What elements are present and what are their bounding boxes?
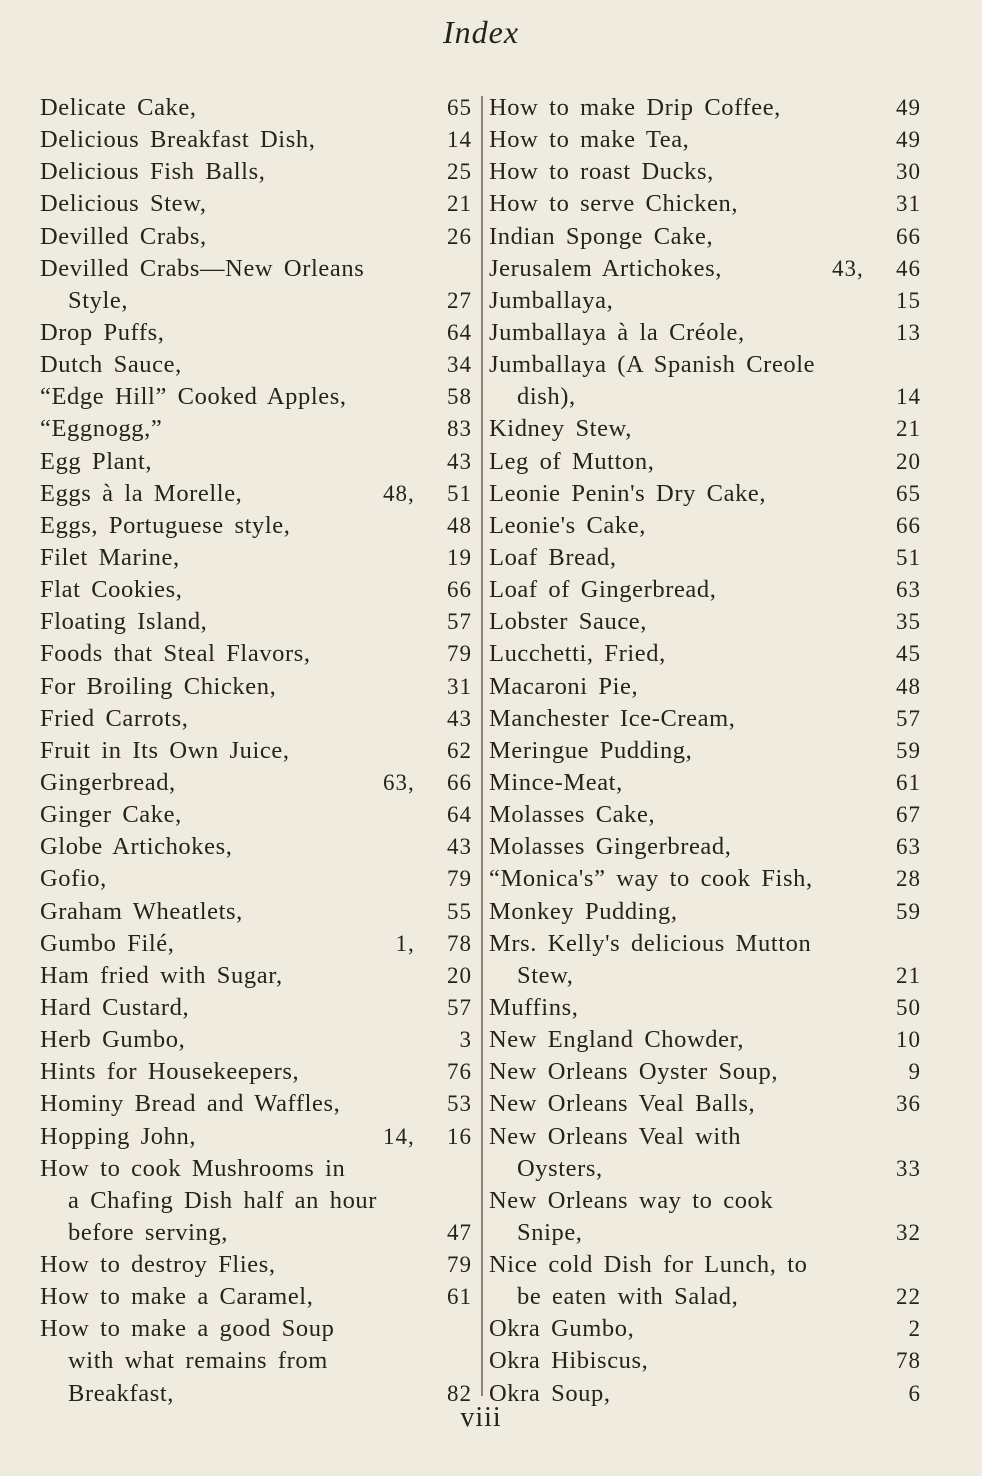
index-entry-text: Okra Soup, bbox=[489, 1379, 611, 1407]
index-entry-text: dish), bbox=[517, 383, 576, 411]
index-entry-pages: 58 bbox=[447, 384, 472, 410]
index-entry-text: How to make a Caramel, bbox=[40, 1283, 314, 1311]
index-entry-text: Filet Marine, bbox=[40, 543, 180, 571]
index-entry-text: New England Chowder, bbox=[489, 1026, 745, 1054]
index-entry-text: a Chafing Dish half an hour bbox=[68, 1186, 378, 1214]
index-entry bbox=[40, 799, 472, 831]
index-entry-text: Jerusalem Artichokes, bbox=[489, 254, 722, 282]
index-entry bbox=[489, 574, 921, 606]
index-entry bbox=[489, 285, 921, 317]
index-entry bbox=[40, 928, 472, 960]
index-entry-text: Delicious Fish Balls, bbox=[40, 158, 266, 186]
index-entry-text: Foods that Steal Flavors, bbox=[40, 640, 311, 668]
index-entry-pages: 43 bbox=[447, 448, 472, 474]
index-entry bbox=[489, 1345, 921, 1377]
index-entry-text: Graham Wheatlets, bbox=[40, 897, 243, 925]
index-entry-pages: 47 bbox=[447, 1219, 472, 1245]
index-entry-text: Devilled Crabs, bbox=[40, 222, 207, 250]
index-entry-text: Delicate Cake, bbox=[40, 94, 197, 121]
index-entry bbox=[489, 253, 921, 285]
index-entry bbox=[40, 703, 472, 735]
index-entry-text: Hopping John, bbox=[40, 1122, 197, 1150]
index-entry-text: Style, bbox=[68, 286, 129, 314]
index-entry bbox=[489, 92, 921, 124]
index-entry-pages: 26 bbox=[447, 223, 472, 249]
index-entry-pages: 48, 51 bbox=[383, 480, 472, 506]
index-entry-pages: 65 bbox=[896, 480, 921, 506]
index-entry-text: Loaf of Gingerbread, bbox=[489, 576, 717, 604]
index-entry bbox=[40, 188, 472, 220]
index-entry-text: Hominy Bread and Waffles, bbox=[40, 1090, 341, 1118]
index-entry-text: Lobster Sauce, bbox=[489, 608, 647, 636]
index-entry-text: Monkey Pudding, bbox=[489, 897, 678, 925]
index-entry-text: Molasses Gingerbread, bbox=[489, 833, 732, 861]
index-entry-pages: 76 bbox=[447, 1059, 472, 1085]
index-entry-text: Meringue Pudding, bbox=[489, 736, 693, 764]
index-entry-pages: 49 bbox=[896, 127, 921, 153]
index-entry-pages: 3 bbox=[459, 1027, 472, 1053]
index-entry bbox=[40, 992, 472, 1024]
index-entry bbox=[489, 156, 921, 188]
index-entry-pages: 67 bbox=[896, 802, 921, 828]
index-entry bbox=[489, 606, 921, 638]
index-entry-text: Leonie's Cake, bbox=[489, 511, 646, 539]
index-entry-text: Delicious Stew, bbox=[40, 190, 207, 218]
index-entry-text: Egg Plant, bbox=[40, 447, 153, 475]
index-entry-text: Gofio, bbox=[40, 865, 107, 893]
index-entry bbox=[40, 156, 472, 188]
index-entry bbox=[489, 1088, 921, 1120]
index-entry-text: Breakfast, bbox=[68, 1379, 174, 1407]
index-entry-pages: 63, 66 bbox=[383, 769, 472, 795]
index-entry-text: “Monica's” way to cook Fish, bbox=[489, 865, 813, 893]
index-entry-text: Globe Artichokes, bbox=[40, 833, 233, 861]
index-entry bbox=[40, 478, 472, 510]
index-entry bbox=[40, 767, 472, 799]
index-entry-pages: 79 bbox=[447, 641, 472, 667]
index-entry-pages: 21 bbox=[896, 416, 921, 442]
index-entry bbox=[489, 767, 921, 799]
index-entry-pages: 10 bbox=[896, 1027, 921, 1053]
index-entry bbox=[489, 413, 921, 445]
index-entry bbox=[40, 1249, 472, 1281]
index-entry-text: Stew, bbox=[517, 961, 574, 989]
index-entry-pages: 6 bbox=[908, 1380, 921, 1406]
index-entry-pages: 64 bbox=[447, 802, 472, 828]
index-entry bbox=[489, 638, 921, 670]
index-entry-pages: 57 bbox=[447, 609, 472, 635]
index-entry-text: How to make Tea, bbox=[489, 126, 690, 154]
index-entry-text: Kidney Stew, bbox=[489, 415, 632, 443]
index-entry-pages: 34 bbox=[447, 352, 472, 378]
index-entry-text: Hard Custard, bbox=[40, 993, 190, 1021]
index-entry-pages: 22 bbox=[896, 1284, 921, 1310]
index-entry-pages: 63 bbox=[896, 577, 921, 603]
index-entry-text: New Orleans way to cook bbox=[489, 1186, 774, 1214]
index-entry-pages: 51 bbox=[896, 544, 921, 570]
index-entry-pages: 13 bbox=[896, 319, 921, 345]
index-entry-pages: 30 bbox=[896, 159, 921, 185]
index-entry-pages: 15 bbox=[896, 287, 921, 313]
index-entry bbox=[489, 863, 921, 895]
index-entry-pages: 45 bbox=[896, 641, 921, 667]
index-entry bbox=[489, 542, 921, 574]
index-entry-text: Eggs à la Morelle, bbox=[40, 479, 243, 507]
index-entry-text: Jumballaya à la Créole, bbox=[489, 318, 745, 346]
index-entry-pages: 78 bbox=[896, 1348, 921, 1374]
index-entry-pages: 53 bbox=[447, 1091, 472, 1117]
index-entry bbox=[40, 510, 472, 542]
index-entry bbox=[40, 896, 472, 928]
index-entry-text: Nice cold Dish for Lunch, to bbox=[489, 1251, 808, 1279]
index-entry bbox=[40, 960, 472, 992]
index-entry-text: New Orleans Veal with bbox=[489, 1122, 742, 1150]
index-entry-pages: 64 bbox=[447, 319, 472, 345]
page-number: viii bbox=[460, 1402, 502, 1433]
index-entry-pages: 65 bbox=[447, 95, 472, 120]
index-entry-text: Mrs. Kelly's delicious Mutton bbox=[489, 929, 812, 957]
index-entry-pages: 55 bbox=[447, 898, 472, 924]
index-entry bbox=[489, 510, 921, 542]
index-entry-pages: 33 bbox=[896, 1155, 921, 1181]
index-entry bbox=[489, 703, 921, 735]
index-entry bbox=[40, 221, 472, 253]
index-entry bbox=[489, 1249, 921, 1313]
index-entry-text: Snipe, bbox=[517, 1218, 583, 1246]
index-entry bbox=[489, 349, 921, 413]
index-entry-text: Delicious Breakfast Dish, bbox=[40, 126, 316, 154]
index-entry-text: Devilled Crabs—New Orleans bbox=[40, 254, 365, 282]
index-entry bbox=[489, 317, 921, 349]
index-entry bbox=[40, 863, 472, 895]
index-entry-text: Okra Gumbo, bbox=[489, 1315, 635, 1343]
index-entry-text: How to make a good Soup bbox=[40, 1315, 335, 1343]
index-entry-pages: 1, 78 bbox=[395, 930, 472, 956]
index-entry-pages: 31 bbox=[447, 673, 472, 699]
index-entry bbox=[489, 1024, 921, 1056]
index-entry bbox=[489, 446, 921, 478]
index-entry bbox=[40, 349, 472, 381]
index-entry-pages: 66 bbox=[447, 577, 472, 603]
index-entry bbox=[40, 671, 472, 703]
index-entry-text: be eaten with Salad, bbox=[517, 1283, 739, 1311]
index-entry-text: Oysters, bbox=[517, 1154, 603, 1182]
index-entry-pages: 9 bbox=[908, 1059, 921, 1085]
index-entry-pages: 59 bbox=[896, 898, 921, 924]
index-entry-text: How to make Drip Coffee, bbox=[489, 94, 781, 121]
index-entry bbox=[40, 381, 472, 413]
index-entry-text: How to cook Mushrooms in bbox=[40, 1154, 346, 1182]
index-entry bbox=[489, 1121, 921, 1185]
index-entry-pages: 36 bbox=[896, 1091, 921, 1117]
index-entry bbox=[40, 317, 472, 349]
index-entry-pages: 14, 16 bbox=[383, 1123, 472, 1149]
index-entry-text: Gingerbread, bbox=[40, 768, 176, 796]
index-entry-pages: 61 bbox=[896, 769, 921, 795]
index-entry-text: Herb Gumbo, bbox=[40, 1026, 186, 1054]
index-entry bbox=[40, 831, 472, 863]
index-entry-pages: 20 bbox=[447, 962, 472, 988]
index-entry bbox=[40, 92, 472, 124]
index-entry-text: Hints for Housekeepers, bbox=[40, 1058, 300, 1086]
index-entry bbox=[489, 188, 921, 220]
index-entry bbox=[489, 124, 921, 156]
index-entry-text: How to roast Ducks, bbox=[489, 158, 714, 186]
index-entry-pages: 21 bbox=[447, 191, 472, 217]
index-entry bbox=[40, 1056, 472, 1088]
index-entry-pages: 57 bbox=[447, 994, 472, 1020]
index-entry bbox=[40, 1313, 472, 1409]
index-entry bbox=[40, 1088, 472, 1120]
index-entry-text: Jumballaya (A Spanish Creole bbox=[489, 351, 816, 379]
index-entry-pages: 48 bbox=[896, 673, 921, 699]
index-entry-pages: 79 bbox=[447, 866, 472, 892]
index-entry-pages: 35 bbox=[896, 609, 921, 635]
index-entry bbox=[40, 1024, 472, 1056]
index-entry-text: Fried Carrots, bbox=[40, 704, 189, 732]
column-divider bbox=[481, 96, 483, 1396]
index-entry bbox=[489, 831, 921, 863]
index-entry-text: “Edge Hill” Cooked Apples, bbox=[40, 383, 347, 411]
index-entry bbox=[40, 606, 472, 638]
index-entry-pages: 28 bbox=[896, 866, 921, 892]
index-entry bbox=[40, 446, 472, 478]
index-entry-pages: 59 bbox=[896, 737, 921, 763]
index-entry bbox=[489, 992, 921, 1024]
index-entry-text: Macaroni Pie, bbox=[489, 672, 639, 700]
index-entry bbox=[489, 1313, 921, 1345]
index-entry-pages: 57 bbox=[896, 705, 921, 731]
index-entry bbox=[489, 1185, 921, 1249]
index-entry-pages: 25 bbox=[447, 159, 472, 185]
index-entry-pages: 27 bbox=[447, 287, 472, 313]
index-entry bbox=[40, 735, 472, 767]
index-entry-text: Fruit in Its Own Juice, bbox=[40, 736, 290, 764]
index-entry-text: Okra Hibiscus, bbox=[489, 1347, 649, 1375]
index-entry-text: Floating Island, bbox=[40, 608, 208, 636]
index-entry-text: before serving, bbox=[68, 1218, 228, 1246]
index-entry bbox=[40, 638, 472, 670]
index-entry-text: Leonie Penin's Dry Cake, bbox=[489, 479, 767, 507]
index-entry-pages: 14 bbox=[447, 127, 472, 153]
index-entry-pages: 50 bbox=[896, 994, 921, 1020]
index-entry-text: Jumballaya, bbox=[489, 286, 614, 314]
index-entry bbox=[489, 799, 921, 831]
index-entry-text: Molasses Cake, bbox=[489, 801, 656, 829]
index-entry-pages: 48 bbox=[447, 512, 472, 538]
index-entry-text: Eggs, Portuguese style, bbox=[40, 511, 291, 539]
index-column-right bbox=[489, 92, 921, 1410]
index-entry-text: Muffins, bbox=[489, 993, 579, 1021]
index-entry-text: Lucchetti, Fried, bbox=[489, 640, 666, 668]
index-entry-pages: 20 bbox=[896, 448, 921, 474]
index-entry-text: Ham fried with Sugar, bbox=[40, 961, 283, 989]
index-entry-text: with what remains from bbox=[68, 1347, 328, 1375]
index-entry bbox=[40, 1281, 472, 1313]
index-entry-pages: 66 bbox=[896, 512, 921, 538]
index-entry-text: Dutch Sauce, bbox=[40, 351, 182, 379]
index-entry-text: New Orleans Oyster Soup, bbox=[489, 1058, 779, 1086]
index-entry bbox=[489, 478, 921, 510]
index-entry-text: Gumbo Filé, bbox=[40, 929, 175, 957]
index-entry-pages: 31 bbox=[896, 191, 921, 217]
index-entry bbox=[40, 253, 472, 317]
index-entry-pages: 79 bbox=[447, 1252, 472, 1278]
index-entry bbox=[489, 671, 921, 703]
index-entry-pages: 19 bbox=[447, 544, 472, 570]
index-entry-text: For Broiling Chicken, bbox=[40, 672, 277, 700]
index-entry-text: Ginger Cake, bbox=[40, 801, 182, 829]
index-entry-text: Drop Puffs, bbox=[40, 318, 165, 346]
index-entry-pages: 62 bbox=[447, 737, 472, 763]
index-entry-pages: 43 bbox=[447, 834, 472, 860]
index-entry-pages: 21 bbox=[896, 962, 921, 988]
index-entry bbox=[489, 1056, 921, 1088]
index-entry-text: New Orleans Veal Balls, bbox=[489, 1090, 756, 1118]
index-entry-pages: 82 bbox=[447, 1380, 472, 1406]
index-entry-text: Flat Cookies, bbox=[40, 576, 183, 604]
index-entry bbox=[40, 574, 472, 606]
index-column-left bbox=[40, 92, 472, 1410]
index-entry bbox=[40, 1153, 472, 1249]
index-entry-text: Leg of Mutton, bbox=[489, 447, 655, 475]
index-entry bbox=[40, 542, 472, 574]
index-entry-pages: 43, 46 bbox=[832, 255, 921, 281]
index-entry-text: Loaf Bread, bbox=[489, 543, 617, 571]
index-entry-pages: 63 bbox=[896, 834, 921, 860]
index-entry-pages: 49 bbox=[896, 95, 921, 120]
index-entry-pages: 61 bbox=[447, 1284, 472, 1310]
page-title: Index bbox=[442, 14, 520, 50]
index-entry bbox=[489, 221, 921, 253]
index-entry-pages: 83 bbox=[447, 416, 472, 442]
index-entry-text: Mince-Meat, bbox=[489, 768, 623, 796]
index-entry-text: How to destroy Flies, bbox=[40, 1251, 276, 1279]
index-entry bbox=[40, 124, 472, 156]
index-entry-text: Indian Sponge Cake, bbox=[489, 222, 714, 250]
index-entry-pages: 2 bbox=[908, 1316, 921, 1342]
index-entry-text: “Eggnogg,” bbox=[40, 415, 163, 443]
index-entry-text: How to serve Chicken, bbox=[489, 190, 739, 218]
index-entry-pages: 14 bbox=[896, 384, 921, 410]
index-entry-text: Manchester Ice-Cream, bbox=[489, 704, 736, 732]
index-entry-pages: 66 bbox=[896, 223, 921, 249]
index-entry-pages: 32 bbox=[896, 1219, 921, 1245]
index-entry bbox=[40, 1121, 472, 1153]
index-entry bbox=[40, 413, 472, 445]
index-entry bbox=[489, 928, 921, 992]
index-entry-pages: 43 bbox=[447, 705, 472, 731]
index-entry bbox=[489, 896, 921, 928]
index-entry bbox=[489, 735, 921, 767]
